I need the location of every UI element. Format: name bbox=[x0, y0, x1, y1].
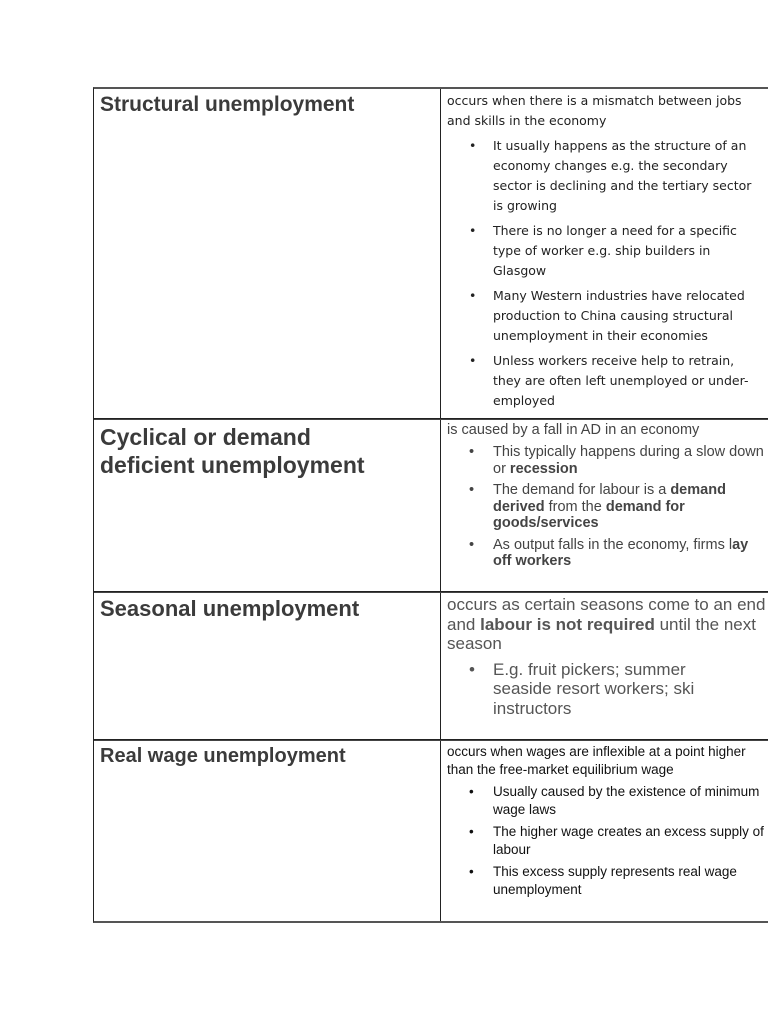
bullet-list bbox=[447, 660, 768, 719]
bullet-item: • It usually happens as the structure of an economy changes e.g. the secondary sector is declining and the tertiary sector is growing bbox=[447, 136, 765, 216]
bullet-list bbox=[447, 444, 768, 570]
definition-cell bbox=[441, 89, 768, 418]
definition-cell bbox=[441, 420, 768, 591]
bullet-item: • E.g. fruit pickers; summer seaside resort workers; ski instructors bbox=[447, 660, 743, 719]
bullet-item: • Unless workers receive help to retrain, they are often left unemployed or under-employed bbox=[447, 351, 765, 411]
term-cell bbox=[94, 593, 441, 739]
bullet-item: • The higher wage creates an excess supply of labour bbox=[447, 823, 765, 859]
term-cell bbox=[94, 420, 441, 591]
definition-cell bbox=[441, 593, 768, 739]
bullet-list bbox=[447, 783, 768, 899]
definition-cell bbox=[441, 741, 768, 921]
definition-line: occurs when there is a mismatch between jobs bbox=[447, 93, 742, 108]
bullet-item: • Many Western industries have relocated production to China causing structural unemployment in their economies bbox=[447, 286, 765, 346]
bullet-item: • There is no longer a need for a specific type of worker e.g. ship builders in Glasgow bbox=[447, 221, 765, 281]
definition-text: occurs as certain seasons come to an end and labour is not required until the next season bbox=[447, 595, 766, 653]
definition-line: occurs when wages are inflexible at a point higher bbox=[447, 744, 746, 759]
bullet-item: • Usually caused by the existence of minimum wage laws bbox=[447, 783, 765, 819]
definition-text: is caused by a fall in AD in an economy bbox=[447, 422, 700, 438]
term-line: deficient unemployment bbox=[100, 452, 365, 478]
term-structural: Structural unemployment bbox=[100, 93, 355, 116]
bullet-item: • This excess supply represents real wage unemployment bbox=[447, 863, 765, 899]
definition-line: than the free-market equilibrium wage bbox=[447, 762, 674, 777]
row-seasonal bbox=[94, 592, 768, 740]
term-real-wage: Real wage unemployment bbox=[100, 745, 346, 767]
term-cell bbox=[94, 89, 441, 418]
definition-line: and skills in the economy bbox=[447, 113, 607, 128]
term-line: Cyclical or demand bbox=[100, 424, 311, 450]
bullet-list bbox=[447, 136, 768, 411]
bullet-item: • The demand for labour is a demand derived from the demand for goods/services bbox=[447, 482, 765, 532]
row-cyclical bbox=[94, 419, 768, 592]
term-cell bbox=[94, 741, 441, 921]
row-real-wage bbox=[94, 740, 768, 921]
term-cyclical bbox=[100, 423, 434, 479]
row-structural bbox=[94, 89, 768, 419]
unemployment-types-table bbox=[93, 87, 768, 923]
bullet-item: • This typically happens during a slow down or recession bbox=[447, 444, 765, 477]
term-seasonal: Seasonal unemployment bbox=[100, 596, 360, 621]
bullet-item: • As output falls in the economy, firms lay off workers bbox=[447, 537, 765, 570]
